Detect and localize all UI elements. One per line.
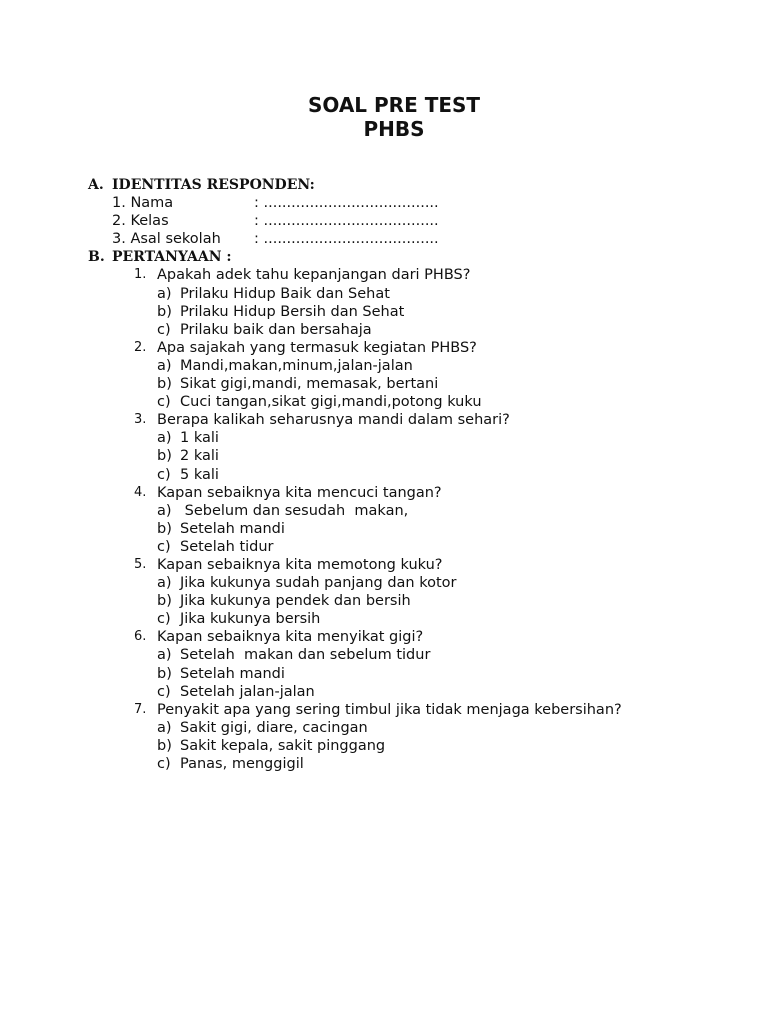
option-letter: b) xyxy=(157,665,172,682)
section-label: B. xyxy=(88,249,105,266)
section-b-heading xyxy=(88,248,728,266)
field-blank: : ...................................... xyxy=(254,195,439,212)
option-text: Sebelum dan sesudah makan, xyxy=(180,502,409,519)
option-text: 2 kali xyxy=(180,448,219,465)
question-text: Kapan sebaiknya kita memotong kuku? xyxy=(157,556,443,573)
question-number: 6. xyxy=(134,629,147,645)
question xyxy=(88,484,728,502)
question xyxy=(88,339,728,357)
field-label: 3. Asal sekolah xyxy=(112,231,221,248)
option-letter: c) xyxy=(157,394,171,411)
question-number: 1. xyxy=(134,267,147,283)
option-text: Cuci tangan,sikat gigi,mandi,potong kuku xyxy=(180,394,482,411)
document-subtitle: PHBS xyxy=(363,117,425,141)
option-text: Prilaku Hidup Baik dan Sehat xyxy=(180,285,390,302)
identity-field-kelas xyxy=(88,212,728,230)
option-letter: c) xyxy=(157,683,171,700)
field-label: 2. Kelas xyxy=(112,213,169,230)
question xyxy=(88,628,728,646)
option-text: Prilaku baik dan bersahaja xyxy=(180,321,372,338)
identity-field-asal-sekolah xyxy=(88,230,728,248)
option-letter: c) xyxy=(157,756,171,772)
question-number: 3. xyxy=(134,412,147,428)
answer-option xyxy=(88,375,728,393)
question-text: Berapa kalikah seharusnya mandi dalam sehari? xyxy=(157,412,510,429)
answer-option xyxy=(88,429,728,447)
option-letter: c) xyxy=(157,321,171,338)
field-blank: : ...................................... xyxy=(254,213,439,230)
document-title: SOAL PRE TEST xyxy=(307,93,481,117)
question-number: 5. xyxy=(134,556,147,572)
field-label: 1. Nama xyxy=(112,195,174,212)
option-letter: a) xyxy=(157,719,172,736)
option-letter: a) xyxy=(157,430,172,447)
option-text: Panas, menggigil xyxy=(180,756,304,772)
question-text: Apa sajakah yang termasuk kegiatan PHBS? xyxy=(157,339,477,356)
option-letter: c) xyxy=(157,466,171,483)
option-letter: b) xyxy=(157,303,172,320)
question-text: Penyakit apa yang sering timbul jika tidak menjaga kebersihan? xyxy=(157,701,622,718)
section-label: A. xyxy=(88,177,104,193)
option-text: Sakit gigi, diare, cacingan xyxy=(180,719,368,736)
question xyxy=(88,556,728,574)
option-letter: c) xyxy=(157,611,171,628)
option-text: Setelah mandi xyxy=(180,665,285,682)
option-letter: a) xyxy=(157,285,172,302)
identity-field-nama xyxy=(88,194,728,212)
answer-option xyxy=(88,502,728,520)
option-letter: a) xyxy=(157,502,172,519)
option-letter: b) xyxy=(157,593,172,610)
answer-option xyxy=(88,520,728,538)
option-text: Jika kukunya bersih xyxy=(180,611,321,628)
question-number: 2. xyxy=(134,339,147,355)
answer-option xyxy=(88,592,728,610)
option-text: Jika kukunya sudah panjang dan kotor xyxy=(180,575,457,592)
option-text: Setelah tidur xyxy=(180,538,274,555)
option-text: Jika kukunya pendek dan bersih xyxy=(180,593,411,610)
question-text: Kapan sebaiknya kita mencuci tangan? xyxy=(157,484,442,501)
answer-option xyxy=(88,466,728,484)
option-letter: a) xyxy=(157,575,172,592)
answer-option xyxy=(88,574,728,592)
option-text: Sakit kepala, sakit pinggang xyxy=(180,737,386,754)
option-letter: a) xyxy=(157,357,172,374)
question xyxy=(88,266,728,284)
option-text: Setelah makan dan sebelum tidur xyxy=(180,647,431,664)
option-text: Prilaku Hidup Bersih dan Sehat xyxy=(180,303,405,320)
question-number: 7. xyxy=(134,701,147,717)
option-letter: b) xyxy=(157,376,172,393)
answer-option xyxy=(88,393,728,411)
section-a-heading xyxy=(88,176,728,194)
option-text: Setelah mandi xyxy=(180,520,285,537)
section-title: PERTANYAAN : xyxy=(112,249,232,266)
option-text: 1 kali xyxy=(180,430,219,447)
field-blank: : ...................................... xyxy=(254,231,439,248)
question-number: 4. xyxy=(134,484,147,500)
answer-option xyxy=(88,285,728,303)
option-letter: b) xyxy=(157,520,172,537)
question-text: Kapan sebaiknya kita menyikat gigi? xyxy=(157,629,424,646)
option-text: Setelah jalan-jalan xyxy=(180,683,315,700)
answer-option xyxy=(88,665,728,683)
document-body xyxy=(88,176,728,773)
option-letter: c) xyxy=(157,538,171,555)
answer-option xyxy=(88,610,728,628)
answer-option xyxy=(88,737,728,755)
answer-option xyxy=(88,719,728,737)
answer-option xyxy=(88,303,728,321)
section-title: IDENTITAS RESPONDEN: xyxy=(112,177,315,193)
option-letter: a) xyxy=(157,647,172,664)
option-text: 5 kali xyxy=(180,466,219,483)
option-text: Sikat gigi,mandi, memasak, bertani xyxy=(180,376,439,393)
answer-option xyxy=(88,447,728,465)
question xyxy=(88,701,728,719)
answer-option xyxy=(88,646,728,664)
answer-option xyxy=(88,755,728,773)
answer-option xyxy=(88,683,728,701)
option-letter: b) xyxy=(157,448,172,465)
answer-option xyxy=(88,538,728,556)
question xyxy=(88,411,728,429)
answer-option xyxy=(88,357,728,375)
answer-option xyxy=(88,321,728,339)
option-letter: b) xyxy=(157,737,172,754)
question-text: Apakah adek tahu kepanjangan dari PHBS? xyxy=(157,267,471,284)
option-text: Mandi,makan,minum,jalan-jalan xyxy=(180,357,413,374)
